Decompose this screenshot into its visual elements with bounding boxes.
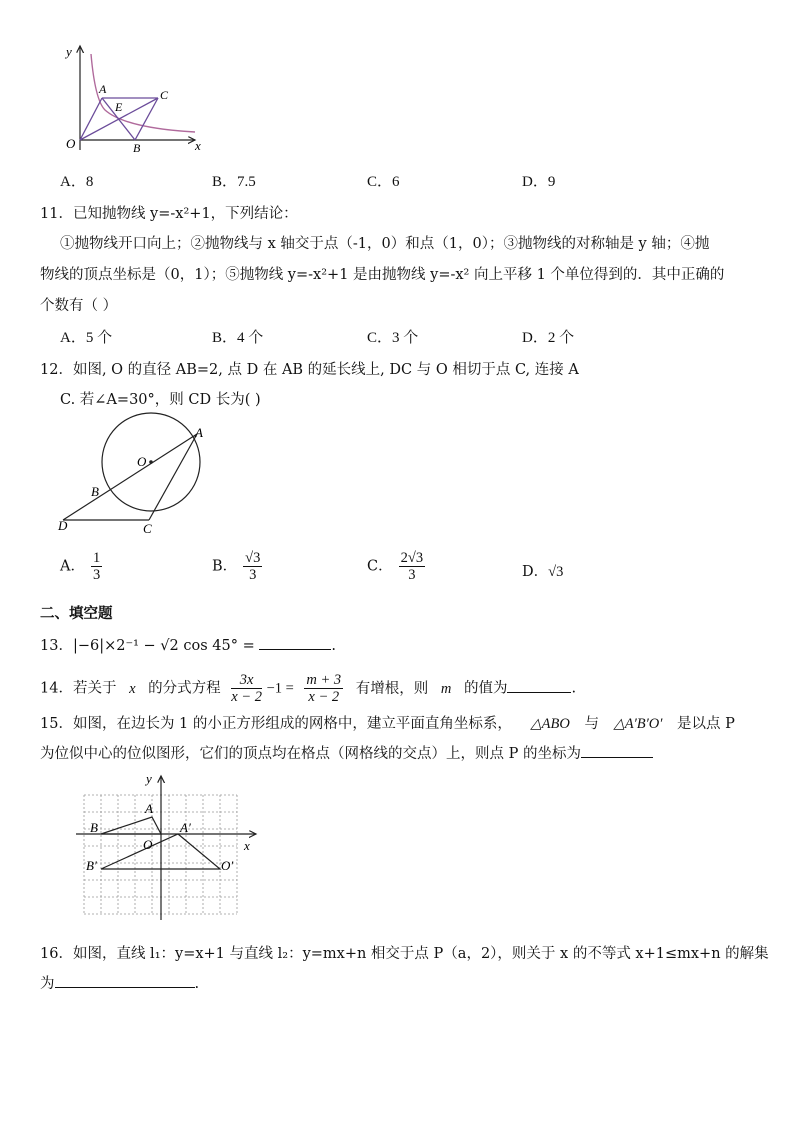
fig15-label-a-prime: A′ bbox=[180, 820, 191, 835]
section-title-fill-blank: 二、填空题 bbox=[40, 606, 113, 622]
q14-frac2-den: x − 2 bbox=[308, 689, 340, 705]
q15-line1: 15．如图，在边长为 1 的小正方形组成的网格中，建立平面直角坐标系， △ABO 与 △A′B′O′ 是以点 P bbox=[40, 716, 735, 732]
hyperbola-figure bbox=[55, 40, 215, 158]
fig1-label-a: A bbox=[99, 82, 107, 96]
circle-tangent-figure bbox=[55, 410, 215, 538]
q12-b-numerator: √3 bbox=[245, 550, 261, 566]
fig12-label-b: B bbox=[91, 484, 99, 499]
fig15-label-o: O bbox=[143, 837, 153, 852]
q11-option-b: B．4 个 bbox=[212, 330, 264, 346]
q11-stem: 11．已知抛物线 y=-x²+1，下列结论： bbox=[40, 206, 298, 222]
q12-c-denominator: 3 bbox=[408, 567, 416, 583]
fig12-label-o: O bbox=[137, 454, 147, 469]
fig15-label-x: x bbox=[244, 838, 250, 853]
fig1-label-e: E bbox=[115, 100, 123, 114]
q12-option-a: A． $\frac{1}{3}$ bbox=[60, 550, 101, 583]
q12-option-d: D．√3 bbox=[522, 564, 564, 580]
q16-line2: 为 . bbox=[40, 976, 200, 992]
q15-line2: 为位似中心的位似图形，它们的顶点均在格点（网格线的交点）上，则点 P 的坐标为 bbox=[40, 742, 653, 763]
fig12-label-a: A bbox=[195, 425, 203, 440]
q10-option-c: C．6 bbox=[367, 174, 400, 190]
q12-line1: 12．如图, O 的直径 AB=2, 点 D 在 AB 的延长线上, DC 与 O 相切于点 C, 连接 A bbox=[40, 362, 579, 378]
q15-answer-blank[interactable] bbox=[581, 757, 653, 758]
fig15-label-a: A bbox=[145, 801, 153, 816]
q13-expression: 13．|−6|×2⁻¹ − √2 cos 45° = bbox=[40, 638, 255, 654]
q13-answer-blank[interactable] bbox=[259, 649, 331, 650]
fig15-label-b: B bbox=[90, 820, 98, 835]
q12-a-numerator: 1 bbox=[92, 550, 101, 566]
q11-option-a: A．5 个 bbox=[60, 330, 113, 346]
q14-answer-blank[interactable] bbox=[507, 692, 571, 693]
q14-line: 14．若关于 x 的分式方程 $\frac{3x}{x - 2}$ −1 = $\frac{m + 3}{x - 2}$ 有增根，则 m 的值为 . bbox=[40, 672, 577, 705]
q12-option-c: C． $\frac{2√3}{3}$ bbox=[367, 550, 424, 583]
fig1-label-o: O bbox=[66, 136, 76, 151]
fig1-label-x: x bbox=[195, 138, 201, 153]
fig15-label-b-prime: B′ bbox=[86, 858, 97, 873]
q11-option-c: C．3 个 bbox=[367, 330, 419, 346]
q11-line3: 个数有（ ） bbox=[40, 298, 118, 314]
fig1-label-y: y bbox=[66, 44, 72, 59]
fig1-label-b: B bbox=[133, 141, 141, 155]
q14-frac1-den: x − 2 bbox=[231, 689, 262, 705]
q11-line2: 物线的顶点坐标是（0，1）；⑤抛物线 y=-x²+1 是由抛物线 y=-x² 向上平移 1 个单位得到的．其中正确的 bbox=[40, 267, 725, 283]
q11-line1: ①抛物线开口向上；②抛物线与 x 轴交于点（-1，0）和点（1，0）；③抛物线的对称轴是 y 轴；④抛 bbox=[60, 236, 710, 252]
q13-line: 13．|−6|×2⁻¹ − √2 cos 45° = . bbox=[40, 638, 336, 654]
fig12-label-c: C bbox=[143, 521, 152, 536]
q10-option-a: A．8 bbox=[60, 174, 94, 190]
fig12-label-d: D bbox=[58, 518, 68, 533]
q12-line2: C. 若∠A=30°，则 CD 长为( ) bbox=[60, 392, 261, 408]
q16-answer-blank[interactable] bbox=[55, 987, 195, 988]
q16-line1: 16．如图，直线 l₁：y=x+1 与直线 l₂：y=mx+n 相交于点 P（a，2），则关于 x 的不等式 x+1≤mx+n 的解集 bbox=[40, 946, 769, 962]
fig1-label-c: C bbox=[160, 88, 169, 102]
grid-homothety-figure bbox=[70, 770, 270, 922]
q10-option-b: B．7.5 bbox=[212, 174, 256, 190]
fig15-label-y: y bbox=[146, 771, 152, 786]
q12-option-b: B． $\frac{√3}{3}$ bbox=[212, 550, 261, 583]
fig15-label-o-prime: O′ bbox=[221, 858, 234, 873]
q10-option-d: D．9 bbox=[522, 174, 556, 190]
q12-d-value: √3 bbox=[548, 564, 564, 580]
q14-frac2-num: m + 3 bbox=[306, 672, 342, 688]
q11-option-d: D．2 个 bbox=[522, 330, 575, 346]
q14-frac1-num: 3x bbox=[231, 672, 262, 689]
q12-a-denominator: 3 bbox=[92, 567, 101, 583]
q12-c-numerator: 2√3 bbox=[400, 550, 424, 566]
q12-b-denominator: 3 bbox=[249, 567, 257, 583]
